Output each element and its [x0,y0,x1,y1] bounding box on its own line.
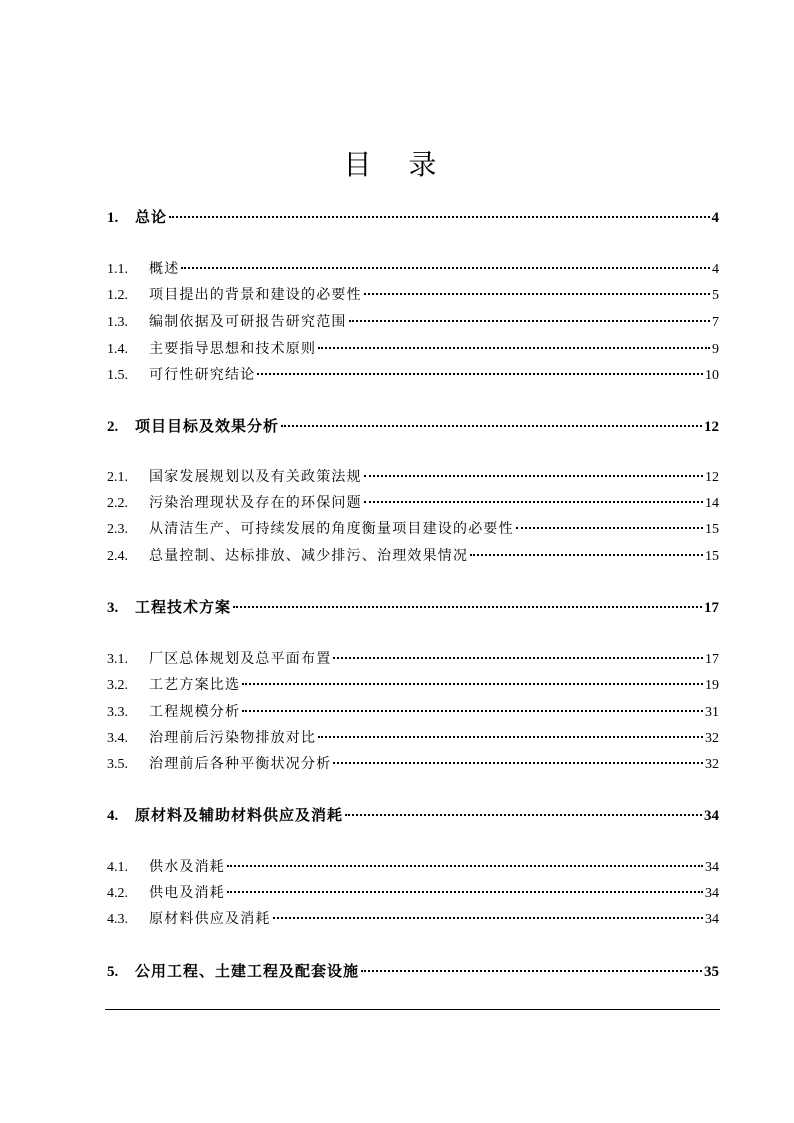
toc-entry-title: 污染治理现状及存在的环保问题 [149,495,362,511]
dot-leader [361,970,702,972]
toc-entry-number: 1. [107,210,119,226]
toc-entry-title: 从清洁生产、可持续发展的角度衡量项目建设的必要性 [149,521,514,537]
dot-leader [364,293,710,295]
toc-section-entry[interactable] [107,882,719,902]
toc-section-entry[interactable] [107,727,719,747]
toc-entry-title: 原材料供应及消耗 [149,911,271,927]
dot-leader [242,710,703,712]
toc-chapter-entry[interactable] [107,596,719,617]
toc-entry-title: 治理前后各种平衡状况分析 [149,756,332,772]
dot-leader [257,373,703,375]
toc-entry-number: 4.3. [107,912,128,927]
toc-page-number: 5 [712,288,719,303]
toc-section-entry[interactable] [107,284,719,304]
toc-entry-number: 2. [107,419,119,435]
toc-section-entry[interactable] [107,908,719,928]
dot-leader [516,527,703,529]
toc-entry-number: 2.3. [107,522,128,537]
toc-entry-number: 1.2. [107,288,128,303]
dot-leader [333,762,703,764]
toc-entry-number: 3.4. [107,731,128,746]
toc-page-number: 35 [704,964,719,980]
toc-entry-title: 主要指导思想和技术原则 [149,341,317,357]
toc-entry-number: 5. [107,964,119,980]
toc-entry-number: 3.5. [107,757,128,772]
toc-chapter-entry[interactable] [107,960,719,981]
toc-page-number: 10 [705,368,719,383]
dot-leader [318,736,703,738]
toc-section-entry[interactable] [107,311,719,331]
toc-entry-title: 原材料及辅助材料供应及消耗 [135,806,344,824]
toc-entry-number: 1.4. [107,342,128,357]
toc-entry-number: 3. [107,600,119,616]
toc-entry-number: 3.1. [107,652,128,667]
toc-page-number: 17 [704,600,719,616]
dot-leader [181,267,710,269]
toc-section-entry[interactable] [107,258,719,278]
toc-section-entry[interactable] [107,466,719,486]
dot-leader [364,475,703,477]
dot-leader [333,657,703,659]
toc-section-entry[interactable] [107,753,719,773]
dot-leader [470,554,703,556]
dot-leader [242,683,703,685]
toc-entry-number: 2.4. [107,549,128,564]
toc-page-number: 14 [705,496,719,511]
dot-leader [349,320,710,322]
toc-page-number: 7 [712,315,719,330]
toc-entry-title: 概述 [149,261,180,277]
toc-section-entry[interactable] [107,674,719,694]
toc-section-entry[interactable] [107,518,719,538]
toc-page-number: 34 [705,886,719,901]
toc-page-number: 17 [705,652,719,667]
toc-entry-number: 1.5. [107,368,128,383]
toc-page-number: 9 [712,342,719,357]
dot-leader [345,814,702,816]
toc-entry-title: 国家发展规划以及有关政策法规 [149,469,362,485]
toc-entry-title: 工程技术方案 [135,598,232,616]
dot-leader [169,216,709,218]
toc-entry-title: 项目目标及效果分析 [135,417,280,435]
toc-page-number: 34 [705,912,719,927]
toc-page-number: 4 [711,210,719,226]
toc-entry-number: 4.1. [107,860,128,875]
toc-entry-title: 供电及消耗 [149,885,225,901]
dot-leader [273,917,703,919]
toc-entry-title: 工艺方案比选 [149,677,241,693]
page-title: 目 录 [343,148,451,181]
dot-leader [233,606,702,608]
toc-entry-number: 3.3. [107,705,128,720]
toc-section-entry[interactable] [107,492,719,512]
toc-entry-title: 项目提出的背景和建设的必要性 [149,287,362,303]
toc-page-number: 32 [705,731,719,746]
toc-entry-number: 3.2. [107,678,128,693]
dot-leader [364,501,703,503]
toc-entry-title: 总论 [135,208,168,226]
toc-entry-title: 可行性研究结论 [149,367,256,383]
toc-entry-number: 1.1. [107,262,128,277]
toc-section-entry[interactable] [107,856,719,876]
toc-section-entry[interactable] [107,648,719,668]
toc-entry-title: 工程规模分析 [149,704,241,720]
toc-entry-number: 4.2. [107,886,128,901]
dot-leader [227,865,703,867]
toc-entry-number: 4. [107,808,119,824]
dot-leader [281,425,702,427]
dot-leader [318,347,710,349]
toc-chapter-entry[interactable] [107,206,719,227]
toc-page-number: 34 [705,860,719,875]
toc-chapter-entry[interactable] [107,804,719,825]
toc-page-number: 12 [704,419,719,435]
toc-entry-title: 厂区总体规划及总平面布置 [149,651,332,667]
toc-section-entry[interactable] [107,364,719,384]
dot-leader [227,891,703,893]
toc-page-number: 4 [712,262,719,277]
toc-page-number: 32 [705,757,719,772]
toc-entry-title: 供水及消耗 [149,859,225,875]
toc-entry-title: 治理前后污染物排放对比 [149,730,317,746]
toc-entry-number: 2.2. [107,496,128,511]
toc-page-number: 15 [705,549,719,564]
toc-page-number: 34 [704,808,719,824]
toc-page-number: 19 [705,678,719,693]
toc-section-entry[interactable] [107,545,719,565]
toc-section-entry[interactable] [107,338,719,358]
footer-divider [105,1009,720,1010]
toc-section-entry[interactable] [107,701,719,721]
toc-chapter-entry[interactable] [107,415,719,436]
toc-entry-title: 公用工程、土建工程及配套设施 [135,962,360,980]
toc-entry-number: 2.1. [107,470,128,485]
toc-entry-title: 总量控制、达标排放、减少排污、治理效果情况 [149,548,469,564]
toc-page-number: 12 [705,470,719,485]
toc-page-number: 15 [705,522,719,537]
toc-page-number: 31 [705,705,719,720]
toc-entry-title: 编制依据及可研报告研究范围 [149,314,347,330]
toc-entry-number: 1.3. [107,315,128,330]
